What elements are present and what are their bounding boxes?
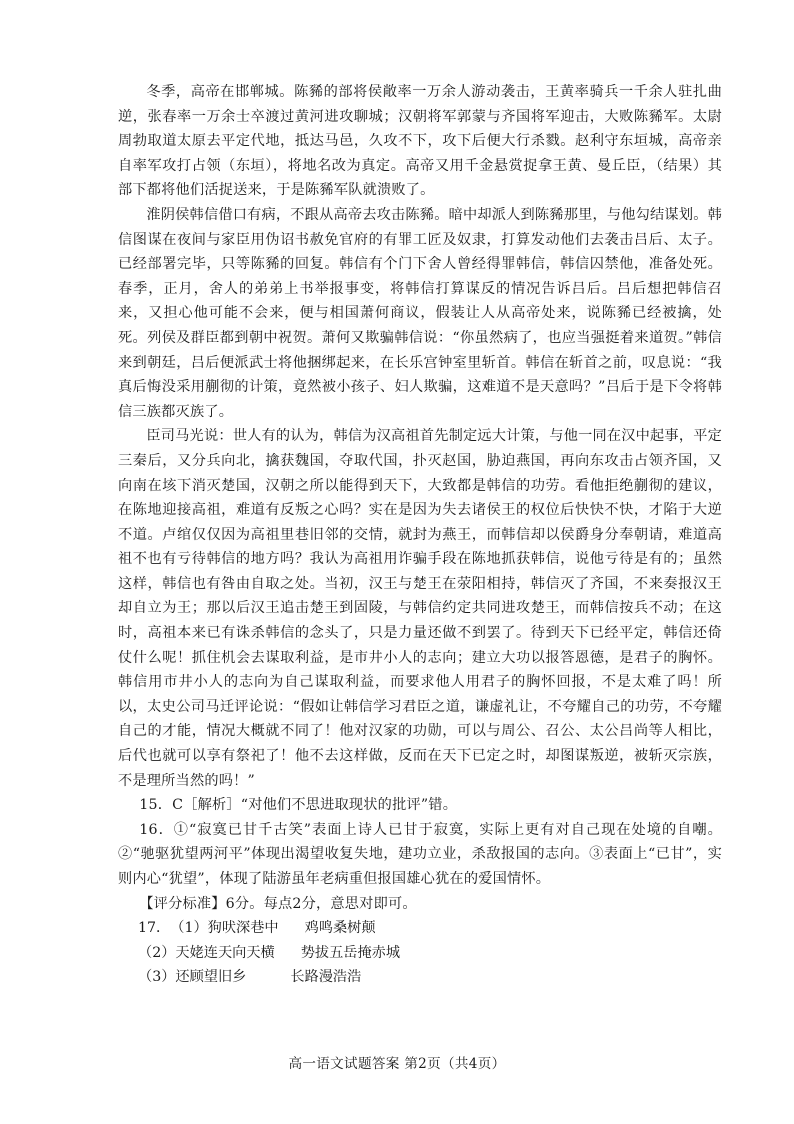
answer-17-line-2: [118, 941, 722, 966]
answer-17-2-b: 势拔五岳掩赤城: [300, 944, 401, 961]
page-footer: 高一语文试题答案 第2页（共4页）: [288, 1056, 506, 1072]
answer-15: 15．C［解析］“对他们不思进取现状的批评”错。: [139, 797, 458, 814]
answer-17-3-b: 长路漫浩浩: [290, 969, 362, 986]
answer-17-2-num: （2）: [138, 944, 176, 961]
answer-16-scoring: 【评分标准】6分。每点2分，意思对即可。: [139, 895, 417, 912]
passage-paragraph-1: 冬季，高帝在邯郸城。陈豨的部将侯敞率一万余人游动袭击，王黄率骑兵一千余人驻扎曲逆，张春率一万余士卒渡过黄河进攻聊城；汉朝将军郭蒙与齐国将军迎击，大败陈豨军。太尉周勃取道太原去平定代地，抵达马邑，久攻不下，攻下后便大行杀戮。赵利守东垣城，高帝亲自率军攻打占领（东垣），将地名改为真定。高帝又用千金悬赏捉拿王黄、曼丘臣，（结果）其部下都将他们活捉送来，于是陈豨军队就溃败了。: [118, 84, 722, 199]
answer-17-line-1: [118, 916, 722, 941]
answer-17-3-a: 还顾望旧乡: [175, 969, 247, 986]
passage-paragraph-2: 淮阴侯韩信借口有病，不跟从高帝去攻击陈豨。暗中却派人到陈豨那里，与他勾结谋划。韩信图谋在夜间与家臣用伪诏书赦免官府的有罪工匠及奴隶，打算发动他们去袭击吕后、太子。已经部署完毕，只等陈豨的回复。韩信有个门下舍人曾经得罪韩信，韩信囚禁他，准备处死。春季，正月，舍人的弟弟上书举报事变，将韩信打算谋反的情况告诉吕后。吕后想把韩信召来，又担心他可能不会来，便与相国萧何商议，假装让人从高帝处来，说陈豨已经被擒，处死。列侯及群臣都到朝中祝贺。萧何又欺骗韩信说：“你虽然病了，也应当强挺着来道贺。”韩信来到朝廷，吕后便派武士将他捆绑起来，在长乐宫钟室里斩首。韩信在斩首之前，叹息说：“我真后悔没采用蒯彻的计策，竟然被小孩子、妇人欺骗，这难道不是天意吗？”吕后于是下令将韩信三族都灭族了。: [118, 206, 722, 420]
answer-17-2-a: 天姥连天向天横: [175, 944, 275, 961]
answer-17-1-num: （1）: [170, 920, 208, 937]
answer-17-line-3: [118, 965, 722, 990]
document-body: [118, 80, 722, 990]
answer-17-1-a: 狗吠深巷中: [207, 920, 279, 937]
answer-16: 16．①“寂寞已甘千古笑”表面上诗人已甘于寂寞，实际上更有对自己现在处境的自嘲。②“驰驱犹望两河平”体现出渴望收复失地，建功立业，杀敌报国的志向。③表面上“已甘”，实则内心“犹望”，体现了陆游虽年老病重但报国雄心犹在的爱国情怀。: [118, 821, 722, 887]
answer-17-1-b: 鸡鸣桑树颠: [304, 920, 376, 937]
answer-17-label: 17．: [138, 920, 171, 937]
passage-paragraph-3: 臣司马光说：世人有的认为，韩信为汉高祖首先制定远大计策，与他一同在汉中起事，平定三秦后，又分兵向北，擒获魏国，夺取代国，扑灭赵国，胁迫燕国，再向东攻击占领齐国，又向南在垓下消灭楚国，汉朝之所以能得到天下，大致都是韩信的功劳。看他拒绝蒯彻的建议，在陈地迎接高祖，难道有反叛之心吗？实在是因为失去诸侯王的权位后快快不快，才陷于大逆不道。卢绾仅仅因为高祖里巷旧邻的交情，就封为燕王，而韩信却以侯爵身分奉朝请，难道高祖不也有亏待韩信的地方吗？我认为高祖用诈骗手段在陈地抓获韩信，说他亏待是有的；虽然这样，韩信也有咎由自取之处。当初，汉王与楚王在荥阳相持，韩信灭了齐国，不来奏报汉王却自立为王；那以后汉王追击楚王到固陵，与韩信约定共同进攻楚王，而韩信按兵不动；在这时，高祖本来已有诛杀韩信的念头了，只是力量还做不到罢了。待到天下已经平定，韩信还倚仗什么呢！抓住机会去谋取利益，是市井小人的志向；建立大功以报答恩德，是君子的胸怀。韩信用市井小人的志向为自己谋取利益，而要求他人用君子的胸怀回报，不是太难了吗！所以，太史公司马迁评论说：“假如让韩信学习君臣之道，谦虚礼让，不夸耀自己的功劳，不夸耀自己的才能，情况大概就不同了！他对汉家的功勋，可以与周公、召公、太公吕尚等人相比，后代也就可以享有祭祀了！他不去这样做，反而在天下已定之时，却图谋叛逆，被斩灭宗族，不是理所当然的吗！”: [118, 428, 722, 789]
answer-17-3-num: （3）: [138, 969, 176, 986]
